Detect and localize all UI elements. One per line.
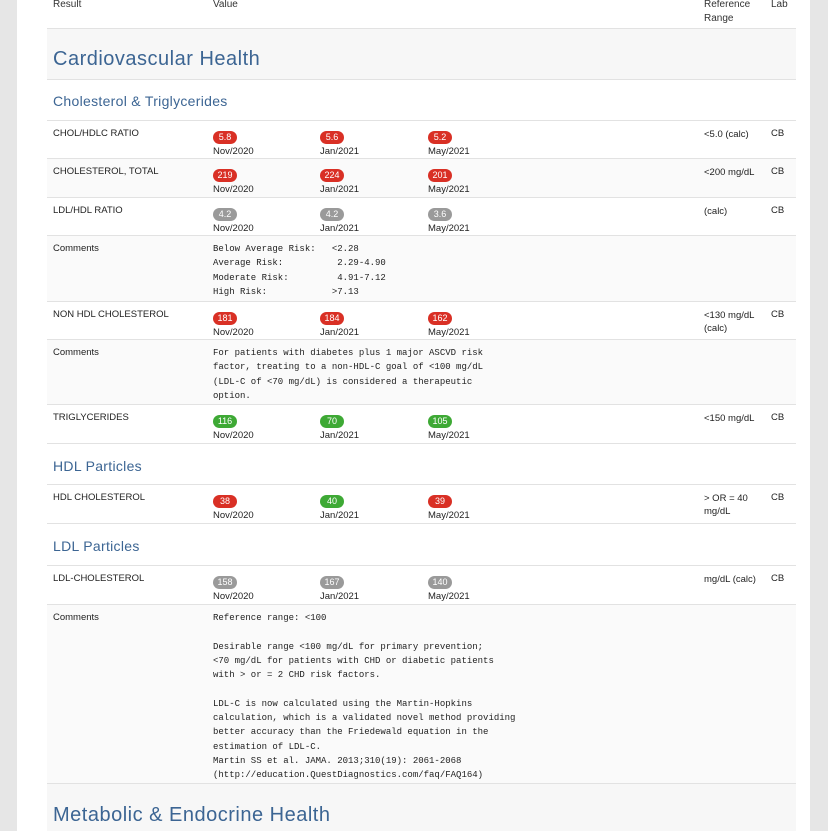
value-badge[interactable]: 181 [213,312,237,325]
result-date: May/2021 [428,146,470,157]
value-badge[interactable]: 158 [213,576,237,589]
result-date: Nov/2020 [213,146,254,157]
subsection-title: Cholesterol & Triglycerides [53,93,228,109]
comments-label: Comments [53,347,99,358]
test-row-cholesterol-total[interactable] [47,159,796,198]
comment-text: For patients with diabetes plus 1 major ASCVD risk factor, treating to a non-HDL-C goal of <100 mg/dL (LDL-C of <70 mg/dL) is considered a therapeutic option. [213,348,484,401]
result-date: Nov/2020 [213,591,254,602]
column-header-lab: Lab [771,0,788,10]
result-value[interactable] [320,127,359,157]
reference-range: <200 mg/dL [704,167,755,178]
result-date: Jan/2021 [320,430,360,441]
value-badge[interactable]: 219 [213,169,237,182]
value-badge[interactable]: 38 [213,495,237,508]
result-value[interactable] [428,204,470,234]
test-name: NON HDL CHOLESTEROL [53,309,169,320]
value-badge[interactable]: 5.2 [428,131,452,144]
result-value[interactable] [213,572,254,602]
subsection-header-hdl [47,444,796,485]
section-header-metabolic [47,784,796,831]
test-name: CHOLESTEROL, TOTAL [53,166,159,177]
comments-row-ldl-hdl [47,236,796,302]
reference-range: > OR = 40 mg/dL [704,493,748,517]
result-value[interactable] [320,308,359,338]
subsection-header-ldl [47,524,796,566]
result-date: May/2021 [428,184,470,195]
value-badge[interactable]: 116 [213,415,237,428]
lab-code: CB [771,128,785,139]
value-badge[interactable]: 70 [320,415,344,428]
result-value[interactable] [213,204,254,234]
reference-range: <150 mg/dL [704,413,755,424]
result-value[interactable] [320,204,359,234]
result-value[interactable] [428,308,470,338]
comments-row-ldl [47,605,796,784]
result-date: Nov/2020 [213,223,254,234]
result-value[interactable] [213,127,254,157]
value-badge[interactable]: 201 [428,169,452,182]
test-name: LDL/HDL RATIO [53,205,123,216]
test-row-ldl-cholesterol[interactable] [47,566,796,605]
subsection-title: HDL Particles [53,458,142,474]
result-date: Nov/2020 [213,430,254,441]
result-date: Jan/2021 [320,327,360,338]
lab-code: CB [771,166,785,177]
result-date: Jan/2021 [320,184,360,195]
test-row-chol-hdl-ratio[interactable] [47,121,796,159]
result-value[interactable] [213,411,254,441]
lab-code: CB [771,309,785,320]
subsection-title: LDL Particles [53,538,140,554]
comment-text: Below Average Risk: <2.28 Average Risk: 2.29-4.90 Moderate Risk: 4.91-7.12 High Risk: >7.13 [213,244,386,297]
result-value[interactable] [320,491,359,521]
test-row-triglycerides[interactable] [47,405,796,444]
test-name: TRIGLYCERIDES [53,412,129,423]
result-date: Nov/2020 [213,327,254,338]
result-date: Nov/2020 [213,510,254,521]
section-title: Cardiovascular Health [53,48,261,70]
reference-range: mg/dL (calc) [704,574,756,585]
column-header-value: Value [213,0,238,10]
result-value[interactable] [320,572,359,602]
result-value[interactable] [213,308,254,338]
lab-code: CB [771,412,785,423]
lab-code: CB [771,573,785,584]
reference-range: <5.0 (calc) [704,129,749,140]
value-badge[interactable]: 5.8 [213,131,237,144]
section-header-cardiovascular [47,29,796,80]
value-badge[interactable]: 162 [428,312,452,325]
reference-range: <130 mg/dL (calc) [704,310,755,334]
value-badge[interactable]: 184 [320,312,344,325]
test-row-ldl-hdl-ratio[interactable] [47,198,796,236]
value-badge[interactable]: 3.6 [428,208,452,221]
value-badge[interactable]: 224 [320,169,344,182]
value-badge[interactable]: 4.2 [213,208,237,221]
result-value[interactable] [428,165,470,195]
value-badge[interactable]: 4.2 [320,208,344,221]
reference-range: (calc) [704,206,728,217]
result-date: May/2021 [428,591,470,602]
value-badge[interactable]: 39 [428,495,452,508]
comments-label: Comments [53,612,99,623]
result-date: Jan/2021 [320,591,360,602]
value-badge[interactable]: 140 [428,576,452,589]
result-date: May/2021 [428,223,470,234]
lab-results-page [17,0,810,831]
section-title: Metabolic & Endocrine Health [53,804,331,826]
test-row-hdl-cholesterol[interactable] [47,485,796,524]
result-value[interactable] [320,165,359,195]
result-value[interactable] [428,572,470,602]
result-value[interactable] [428,127,470,157]
result-date: Jan/2021 [320,223,360,234]
value-badge[interactable]: 40 [320,495,344,508]
lab-code: CB [771,205,785,216]
subsection-header-cholesterol [47,80,796,121]
result-date: Jan/2021 [320,510,360,521]
column-header-reference-range: Reference Range [704,0,751,24]
result-date: May/2021 [428,327,470,338]
value-badge[interactable]: 5.6 [320,131,344,144]
value-badge[interactable]: 105 [428,415,452,428]
table-header [47,0,796,29]
lab-code: CB [771,492,785,503]
result-date: May/2021 [428,510,470,521]
result-value[interactable] [213,491,254,521]
result-value[interactable] [428,411,470,441]
comment-text: Reference range: <100 Desirable range <100 mg/dL for primary prevention; <70 mg/dL for patients with CHD or diabetic patients with > or = 2 CHD risk factors. LDL-C is now calculated using the Martin-Hopkins calculation, which is a validated novel method providing better accuracy than the Friedewald equation in the estimation of LDL-C. Martin SS et al. JAMA. 2013;310(19): 2061-2068 (http://education.QuestDiagnostics.com/faq/FAQ164) [213,613,516,781]
value-badge[interactable]: 167 [320,576,344,589]
result-value[interactable] [428,491,470,521]
result-value[interactable] [213,165,254,195]
result-value[interactable] [320,411,359,441]
result-date: Nov/2020 [213,184,254,195]
result-date: May/2021 [428,430,470,441]
test-name: CHOL/HDLC RATIO [53,128,139,139]
result-date: Jan/2021 [320,146,360,157]
test-row-non-hdl-cholesterol[interactable] [47,302,796,340]
comments-row-non-hdl [47,340,796,405]
test-name: LDL-CHOLESTEROL [53,573,145,584]
column-header-result: Result [53,0,82,10]
test-name: HDL CHOLESTEROL [53,492,146,503]
comments-label: Comments [53,243,99,254]
